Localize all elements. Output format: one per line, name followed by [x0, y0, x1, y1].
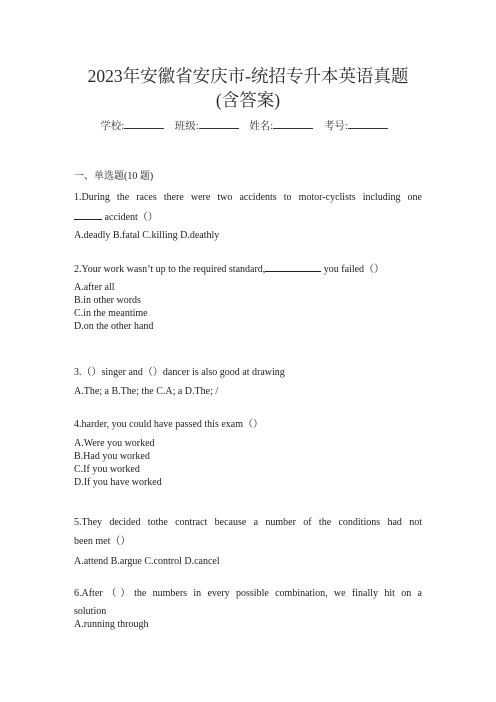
question-2-option-b: B.in other words: [74, 295, 141, 306]
question-1-options: A.deadly B.fatal C.killing D.deathly: [74, 230, 220, 241]
question-3-text: 3.（）singer and（）dancer is also good at drawing: [74, 367, 285, 378]
exam-number-label: 考号:: [323, 121, 348, 132]
question-1-text: 1.During the races there were two accidents to motor-cyclists including one: [74, 192, 422, 203]
student-info-row: [0, 118, 496, 133]
question-4-option-c: C.If you worked: [74, 464, 140, 475]
exam-number-blank: [348, 118, 388, 129]
document-title: 2023年安徽省安庆市-统招专升本英语真题: [87, 66, 409, 86]
school-label: 学校:: [100, 121, 125, 132]
school-blank: [124, 118, 164, 129]
document-subtitle: (含答案): [215, 90, 281, 110]
answer-blank: [265, 262, 321, 272]
question-4-option-a: A.Were you worked: [74, 438, 155, 449]
question-6-option-a: A.running through: [74, 619, 149, 630]
question-2-option-d: D.on the other hand: [74, 321, 154, 332]
section-heading: 一、单选题(10 题): [74, 171, 154, 182]
answer-blank: [74, 210, 102, 220]
question-4-text: 4.harder, you could have passed this exam（）: [74, 419, 263, 430]
name-blank: [273, 118, 313, 129]
question-2-text: 2.Your work wasn’t up to the required standard, you failed（）: [74, 264, 385, 275]
question-5-options: A.attend B.argue C.control D.cancel: [74, 556, 220, 567]
question-3-options: A.The; a B.The; the C.A; a D.The; /: [74, 386, 219, 397]
class-blank: [199, 118, 239, 129]
question-5-text: 5.They decided tothe contract because a number of the conditions had not: [74, 517, 422, 528]
question-4-option-b: B.Had you worked: [74, 451, 150, 462]
question-4-option-d: D.If you have worked: [74, 477, 162, 488]
question-6-text-cont: solution: [74, 606, 107, 617]
question-5-text-cont: been met（）: [74, 536, 131, 547]
question-1-text-cont: accident（）: [74, 210, 158, 224]
class-label: 班级:: [174, 121, 199, 132]
question-2-option-c: C.in the meantime: [74, 308, 148, 319]
name-label: 姓名:: [249, 121, 274, 132]
question-2-option-a: A.after all: [74, 282, 115, 293]
question-6-text: 6.After（）the numbers in every possible combination, we finally hit on a: [74, 588, 422, 599]
